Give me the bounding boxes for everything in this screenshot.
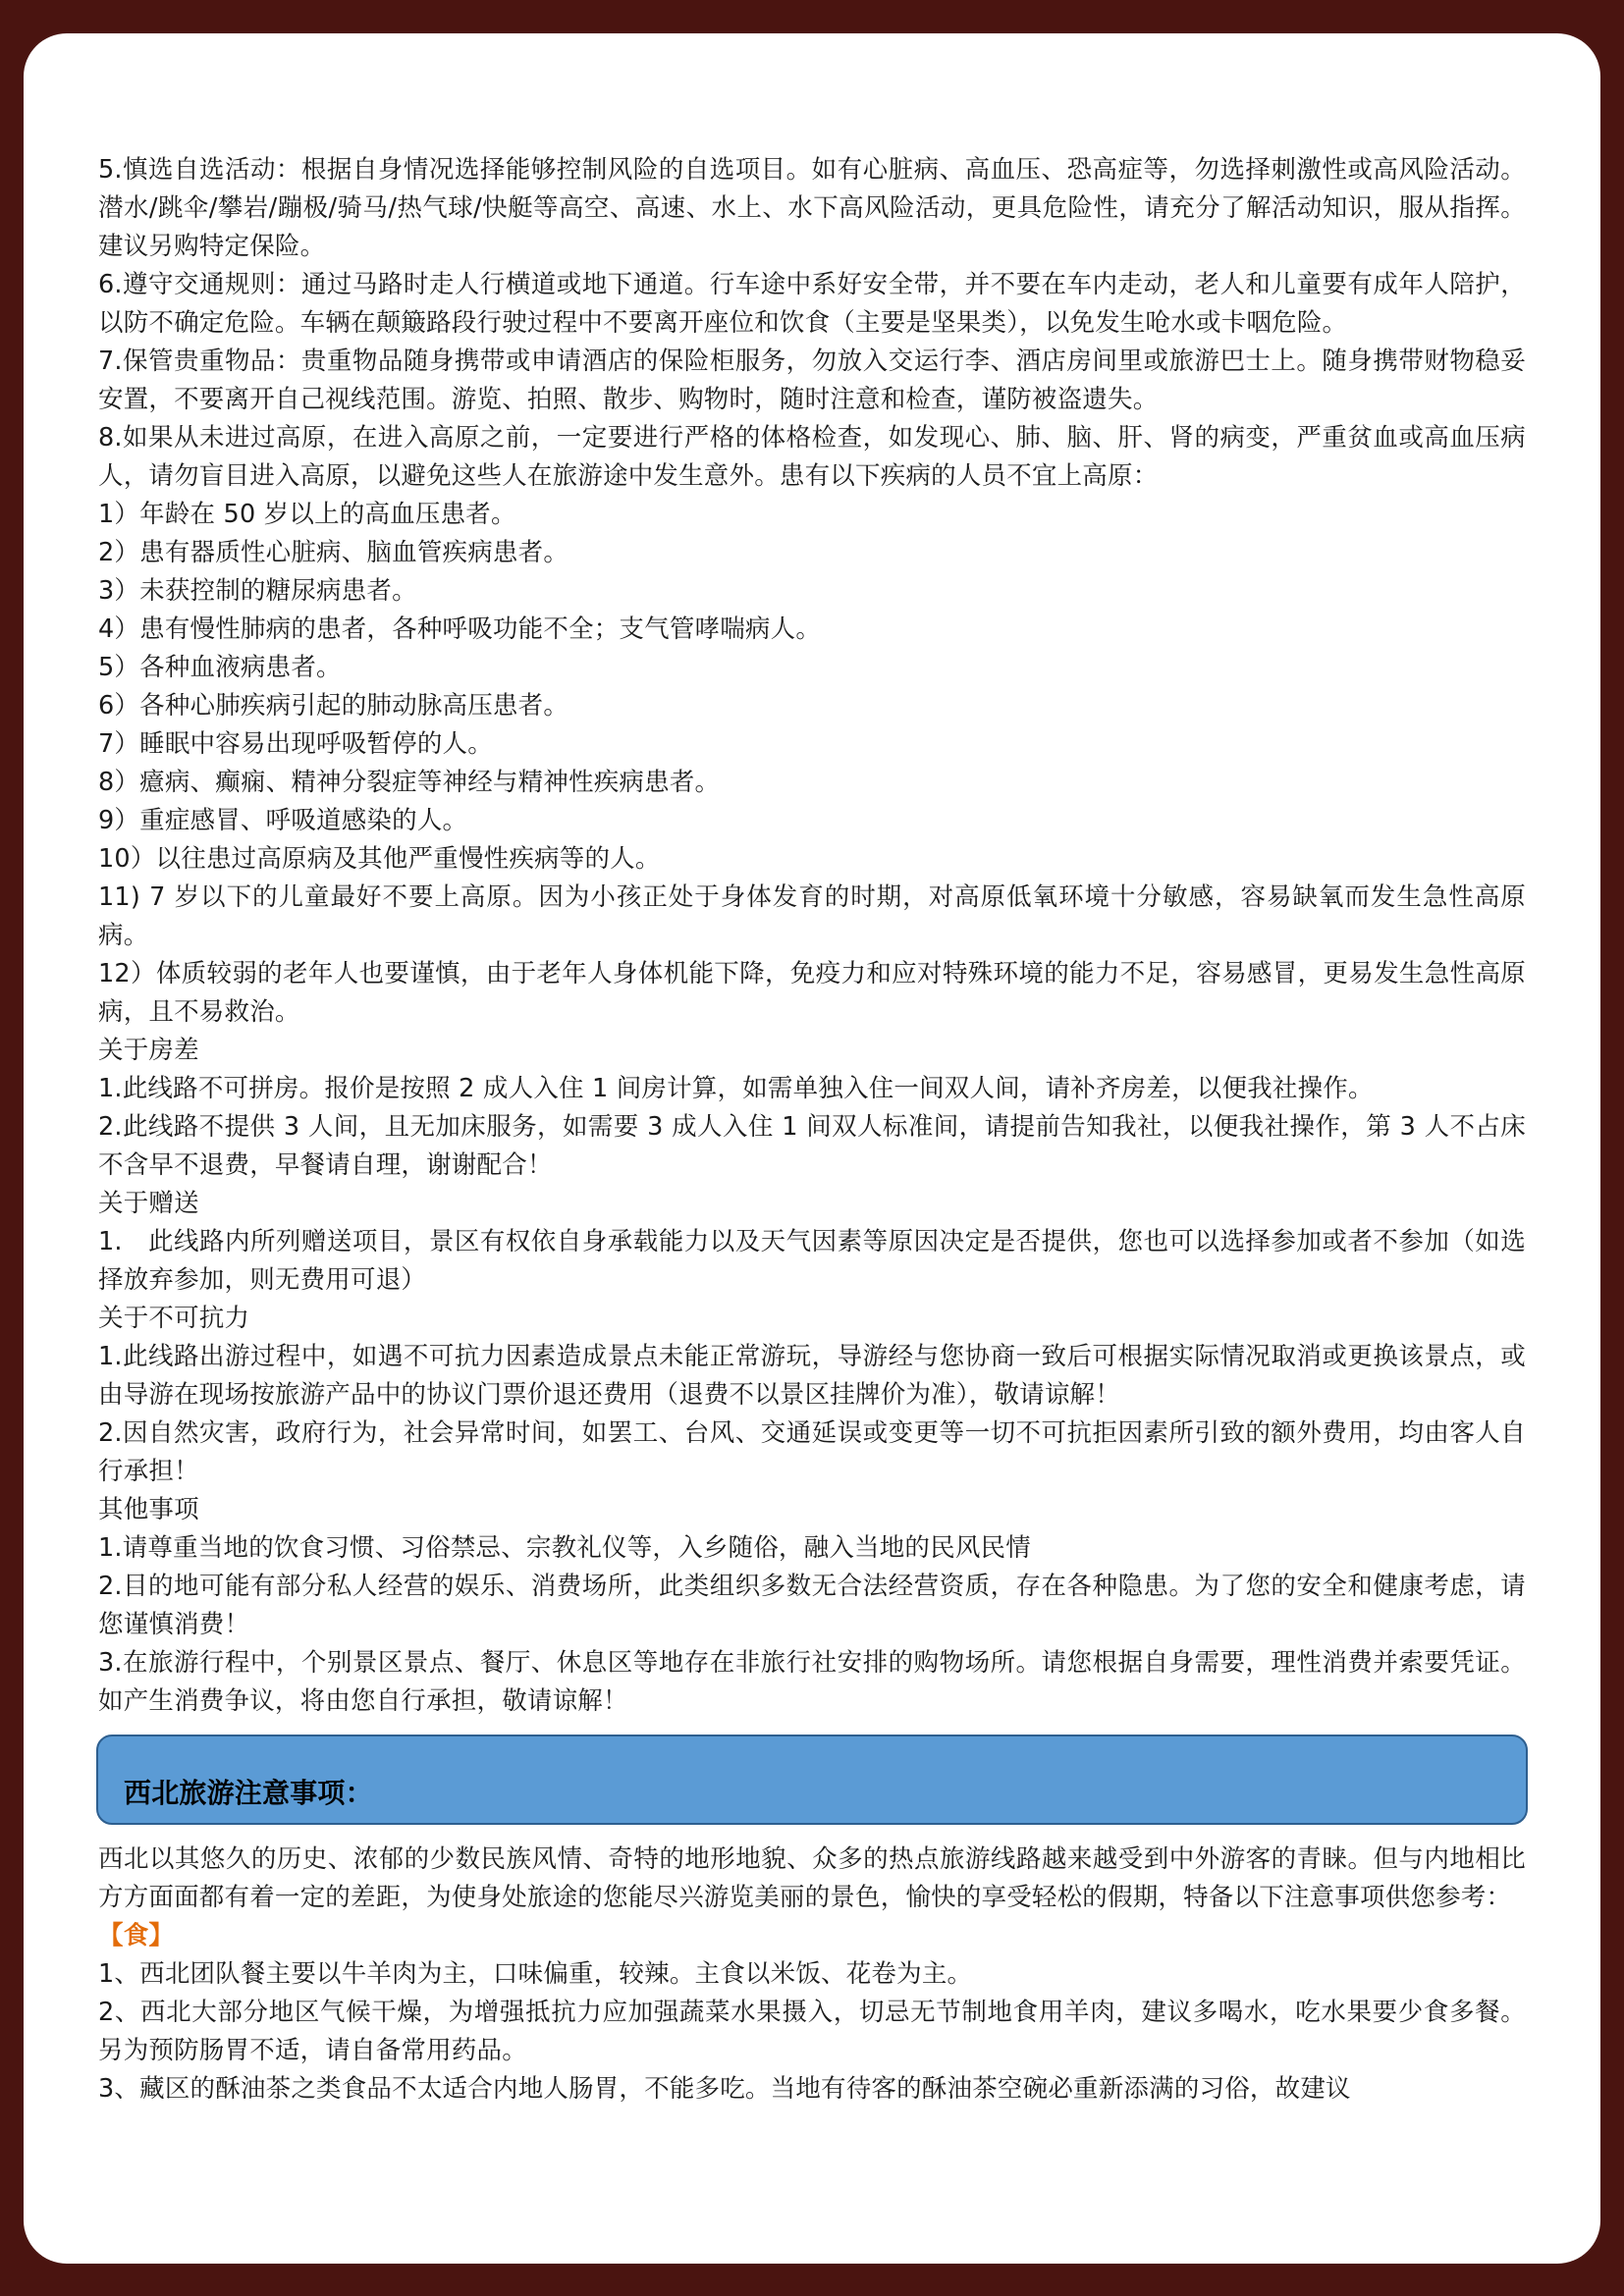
heading-gifts: 关于赠送 [98,1189,199,1218]
list-item: 1）年龄在 50 岁以上的高血压患者。 [98,500,516,529]
list-item: 1.此线路不可拼房。报价是按照 2 成人入住 1 间房计算，如需单独入住一间双人间，请补齐房差，以便我社操作。 [98,1074,1374,1103]
section-title-banner [96,1735,1528,1825]
item-8-plateau: 8.如果从未进过高原，在进入高原之前，一定要进行严格的体格检查，如发现心、肺、脑、肝、肾的病变，严重贫血或高血压病人，请勿盲目进入高原，以避免这些人在旅游途中发生意外。患有以下疾病的人员不宜上高原： [98,423,1526,491]
list-item: 3）未获控制的糖尿病患者。 [98,576,417,606]
item-5-activities: 5.慎选自选活动：根据自身情况选择能够控制风险的自选项目。如有心脏病、高血压、恐高症等，勿选择刺激性或高风险活动。潜水/跳伞/攀岩/蹦极/骑马/热气球/快艇等高空、高速、水上、水下高风险活动，更具危险性，请充分了解活动知识，服从指挥。建议另购特定保险。 [98,155,1526,261]
item-6-traffic: 6.遵守交通规则：通过马路时走人行横道或地下通道。行车途中系好安全带，并不要在车内走动，老人和儿童要有成年人陪护，以防不确定危险。车辆在颠簸路段行驶过程中不要离开座位和饮食（主要是坚果类），以免发生呛水或卡咽危险。 [98,270,1526,338]
list-item: 6）各种心肺疾病引起的肺动脉高压患者。 [98,691,569,721]
list-item: 8）癔病、癫痫、精神分裂症等神经与精神性疾病患者。 [98,768,721,797]
list-item: 3.在旅游行程中，个别景区景点、餐厅、休息区等地存在非旅行社安排的购物场所。请您根据自身需要，理性消费并索要凭证。如产生消费争议，将由您自行承担，敬请谅解！ [98,1648,1526,1716]
section-title: 西北旅游注意事项： [124,1777,373,1809]
item-7-valuables: 7.保管贵重物品：贵重物品随身携带或申请酒店的保险柜服务，勿放入交运行李、酒店房间里或旅游巴士上。随身携带财物稳妥安置，不要离开自己视线范围。游览、拍照、散步、购物时，随时注意和检查，谨防被盗遗失。 [98,347,1526,414]
list-item: 12）体质较弱的老年人也要谨慎，由于老年人身体机能下降，免疫力和应对特殊环境的能力不足，容易感冒，更易发生急性高原病，且不易救治。 [98,959,1526,1027]
list-item: 2.此线路不提供 3 人间，且无加床服务，如需要 3 成人入住 1 间双人标准间，请提前告知我社，以便我社操作，第 3 人不占床不含早不退费，早餐请自理，谢谢配合！ [98,1112,1526,1180]
heading-other-matters: 其他事项 [98,1495,199,1524]
list-item: 11) 7 岁以下的儿童最好不要上高原。因为小孩正处于身体发育的时期，对高原低氧环境十分敏感，容易缺氧而发生急性高原病。 [98,882,1526,950]
northwest-intro: 西北以其悠久的历史、浓郁的少数民族风情、奇特的地形地貌、众多的热点旅游线路越来越受到中外游客的青睐。但与内地相比方方面面都有着一定的差距，为使身处旅途的您能尽兴游览美丽的景色，愉快的享受轻松的假期，特备以下注意事项供您参考： [98,1844,1526,1912]
document-content [98,151,1526,2109]
list-item: 1、西北团队餐主要以牛羊肉为主，口味偏重，较辣。主食以米饭、花卷为主。 [98,1959,973,1989]
list-item: 3、藏区的酥油茶之类食品不太适合内地人肠胃，不能多吃。当地有待客的酥油茶空碗必重新添满的习俗，故建议 [98,2074,1351,2104]
document-page [24,33,1600,2264]
list-item: 2.因自然灾害，政府行为，社会异常时间，如罢工、台风、交通延误或变更等一切不可抗拒因素所引致的额外费用，均由客人自行承担！ [98,1418,1526,1486]
list-item: 2）患有器质性心脏病、脑血管疾病患者。 [98,538,569,567]
list-item: 1.请尊重当地的饮食习惯、习俗禁忌、宗教礼仪等，入乡随俗，融入当地的民风民情 [98,1533,1031,1563]
list-item: 1.此线路出游过程中，如遇不可抗力因素造成景点未能正常游玩，导游经与您协商一致后可根据实际情况取消或更换该景点，或由导游在现场按旅游产品中的协议门票价退还费用（退费不以景区挂牌价为准），敬请谅解！ [98,1342,1526,1410]
list-item: 2、西北大部分地区气候干燥，为增强抵抗力应加强蔬菜水果摄入，切忌无节制地食用羊肉，建议多喝水，吃水果要少食多餐。另为预防肠胃不适，请自备常用药品。 [98,1998,1526,2065]
heading-room-difference: 关于房差 [98,1036,199,1065]
heading-force-majeure: 关于不可抗力 [98,1304,250,1333]
list-item: 9）重症感冒、呼吸道感染的人。 [98,806,468,835]
list-item: 7）睡眠中容易出现呼吸暂停的人。 [98,729,493,759]
list-item: 5）各种血液病患者。 [98,653,342,682]
list-item: 2.目的地可能有部分私人经营的娱乐、消费场所，此类组织多数无合法经营资质，存在各种隐患。为了您的安全和健康考虑，请您谨慎消费！ [98,1572,1526,1639]
list-item: 1. 此线路内所列赠送项目，景区有权依自身承载能力以及天气因素等原因决定是否提供，您也可以选择参加或者不参加（如选择放弃参加，则无费用可退） [98,1227,1526,1295]
food-tag: 【食】 [98,1921,175,1950]
list-item: 4）患有慢性肺病的患者，各种呼吸功能不全；支气管哮喘病人。 [98,614,822,644]
list-item: 10）以往患过高原病及其他严重慢性疾病等的人。 [98,844,661,874]
